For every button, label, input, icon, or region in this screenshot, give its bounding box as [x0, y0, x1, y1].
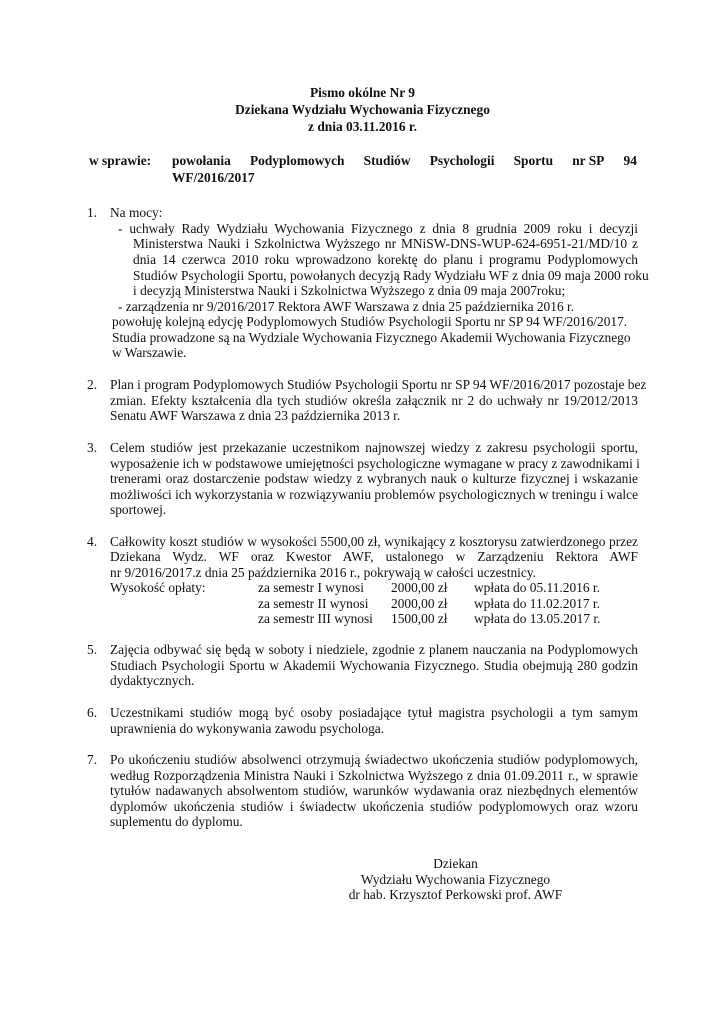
item-1-bullet-1-line: - uchwały Rady Wydziału Wychowania Fizycznego z dnia 8 grudnia 2009 roku i decyzji [118, 221, 638, 236]
item-1-paragraph-line: w Warszawie. [112, 345, 187, 360]
item-1-bullet-1-line: dnia 14 czerwca 2010 roku wprowadzono korektę do planu i programu Podyplomowych [133, 252, 638, 267]
subject-line-2: WF/2016/2017 [172, 170, 255, 185]
item-6-line: uprawnienia do wykonywania zawodu psychologa. [110, 721, 385, 736]
fee-amount: 2000,00 zł [391, 596, 448, 611]
item-1-paragraph-line: powołuję kolejną edycję Podyplomowych Studiów Psychologii Sportu nr SP 94 WF/2016/2017. [112, 314, 628, 329]
fee-due-date: wpłata do 13.05.2017 r. [474, 611, 601, 626]
item-5-line: dydaktycznych. [110, 673, 195, 688]
signature-name: dr hab. Krzysztof Perkowski prof. AWF [348, 887, 563, 902]
item-7-line: tytułów nadawanych absolwentom studiów, warunków wydawania oraz niezbędnych elementów [110, 783, 638, 798]
item-4-line: Całkowity koszt studiów w wysokości 5500,00 zł, wynikający z kosztorysu zatwierdzonego przez [110, 534, 638, 549]
item-6-line: Uczestnikami studiów mogą być osoby posiadające tytuł magistra psychologii a tym samym [110, 705, 638, 720]
item-number: 3. [87, 440, 98, 455]
signature-faculty: Wydziału Wychowania Fizycznego [360, 872, 551, 887]
item-3-line: trenerami oraz dostarczenie podstaw wiedzy z wybranych nauk o kulturze fizycznej i wskazanie [110, 471, 638, 486]
fee-semester: za semestr III wynosi [258, 611, 373, 626]
item-4-line: nr 9/2016/2017.z dnia 25 października 2016 r., pokrywają w całości uczestnicy. [110, 565, 537, 580]
item-5-line: Zajęcia odbywać się będą w soboty i niedziele, zgodnie z planem nauczania na Podyplomowych [110, 642, 638, 657]
item-3-line: możliwości ich wykorzystania w rozwiązywaniu problemów psychologicznych w treningu i walce [110, 487, 639, 502]
subject-word: Psychologii [429, 153, 495, 168]
subject-label: w sprawie: [89, 153, 152, 168]
item-1-bullet-2: - zarządzenia nr 9/2016/2017 Rektora AWF Warszawa z dnia 25 października 2016 r. [118, 299, 575, 314]
item-1-bullet-1-line: i decyzją Ministerstwa Nauki i Szkolnictwa Wyższego z dnia 09 maja 2007roku; [133, 283, 566, 298]
signature-title: Dziekan [433, 856, 478, 871]
item-5-line: Studiach Psychologii Sportu w Akademii Wychowania Fizycznego. Studia obejmują 280 godzin [110, 658, 638, 673]
fee-semester: za semestr II wynosi [258, 596, 369, 611]
item-2-line: Senatu AWF Warszawa z dnia 23 października 2013 r. [110, 408, 401, 423]
document-date: z dnia 03.11.2016 r. [308, 119, 417, 134]
item-1-bullet-1-line: Studiów Psychologii Sportu, powołanych decyzją Rady Wydziału WF z dnia 09 maja 2000 roku [133, 268, 649, 283]
item-2-line: zmian. Efekty kształcenia dla tych studiów określa załącznik nr 2 do uchwały nr 19/2012/2013 [110, 393, 638, 408]
item-number: 2. [87, 377, 98, 392]
fee-amount: 1500,00 zł [391, 611, 448, 626]
document-title: Pismo okólne Nr 9 [309, 85, 416, 100]
subject-word: Sportu [513, 153, 554, 168]
item-7-line: według Rozporządzenia Ministra Nauki i Szkolnictwa Wyższego z dnia 01.09.2011 r., w sprawie [110, 768, 638, 783]
subject-line-1 [172, 153, 637, 169]
subject-word: powołania [172, 153, 231, 168]
subject-word: Studiów [363, 153, 411, 168]
item-7-line: dyplomów ukończenia studiów i świadectw ukończenia studiów podyplomowych oraz wzoru [110, 799, 638, 814]
fee-amount: 2000,00 zł [391, 580, 448, 595]
item-2-line: Plan i program Podyplomowych Studiów Psychologii Sportu nr SP 94 WF/2016/2017 pozostaje bez [110, 377, 647, 392]
subject-word: 94 [623, 153, 637, 168]
item-7-line: suplementu do dyplomu. [110, 814, 243, 829]
document-issuer: Dziekana Wydziału Wychowania Fizycznego [235, 102, 490, 117]
item-number: 4. [87, 534, 98, 549]
item-number: 6. [87, 705, 98, 720]
item-number: 1. [87, 205, 98, 220]
item-7-line: Po ukończeniu studiów absolwenci otrzymują świadectwo ukończenia studiów podyplomowych, [110, 752, 638, 767]
item-number: 7. [87, 752, 98, 767]
item-3-line: Celem studiów jest przekazanie uczestnikom najnowszej wiedzy z zakresu psychologii sportu, [110, 440, 638, 455]
fees-label: Wysokość opłaty: [110, 580, 206, 595]
subject-word: Podyplomowych [249, 153, 345, 168]
fee-due-date: wpłata do 11.02.2017 r. [474, 596, 600, 611]
item-number: 5. [87, 642, 98, 657]
fee-due-date: wpłata do 05.11.2016 r. [474, 580, 600, 595]
item-3-line: sportowej. [110, 502, 167, 517]
item-4-line: Dziekana Wydz. WF oraz Kwestor AWF, ustalonego w Zarządzeniu Rektora AWF [110, 549, 638, 564]
item-1-paragraph-line: Studia prowadzone są na Wydziale Wychowania Fizycznego Akademii Wychowania Fizycznego [112, 330, 631, 345]
subject-word: nr SP [572, 153, 605, 168]
fee-semester: za semestr I wynosi [258, 580, 364, 595]
item-3-line: wyposażenie ich w podstawowe umiejętności psychologiczne wymagane w pracy z zawodnikami i [110, 456, 640, 471]
item-1-bullet-1-line: Ministerstwa Nauki i Szkolnictwa Wyższego nr MNiSW-DNS-WUP-624-6951-21/MD/10 z [133, 236, 638, 251]
item-1-intro: Na mocy: [110, 205, 163, 220]
